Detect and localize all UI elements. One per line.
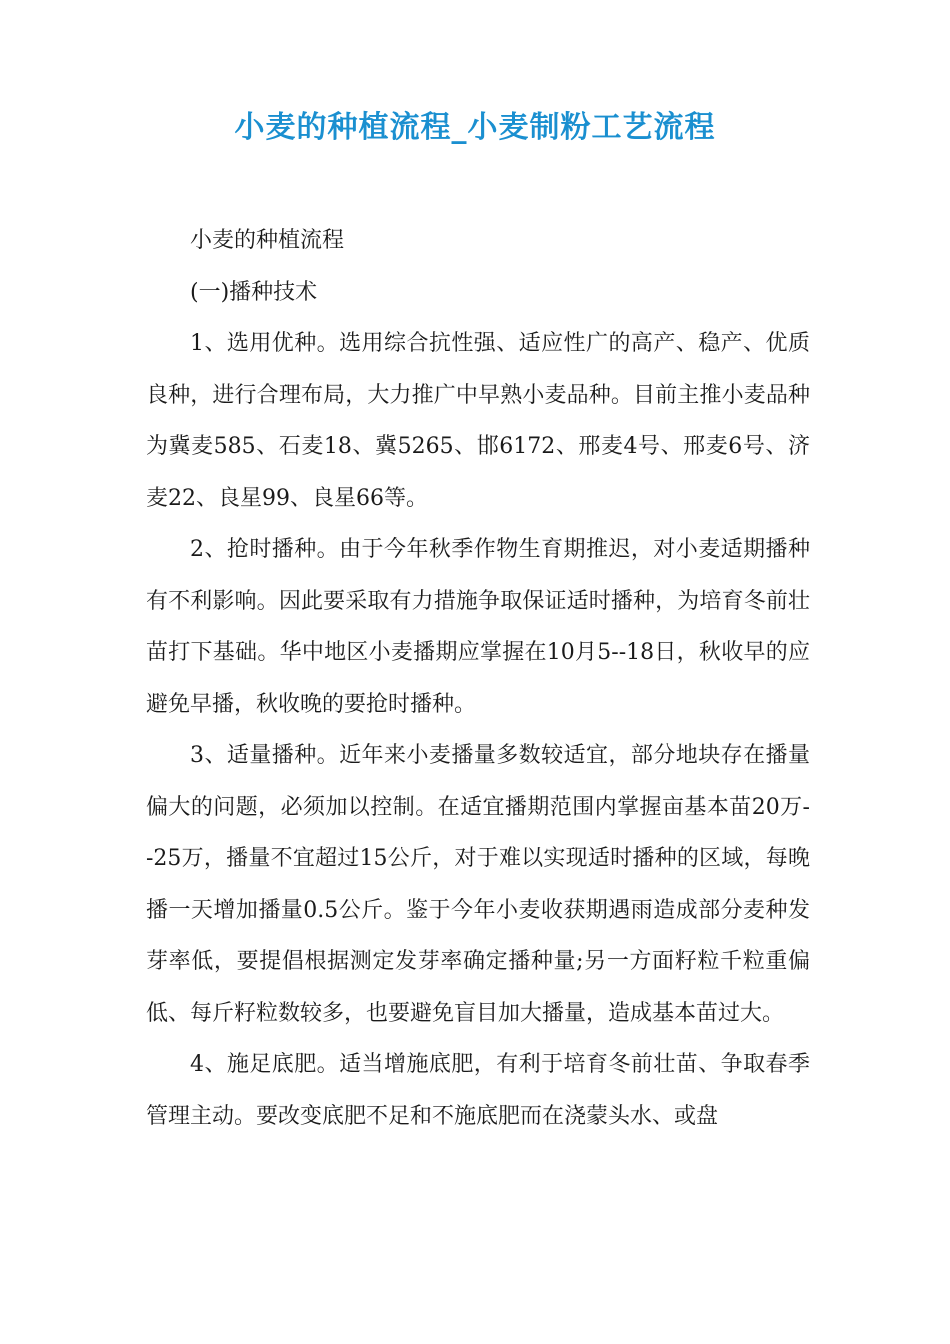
document-title: 小麦的种植流程_小麦制粉工艺流程 bbox=[234, 110, 716, 145]
subsection-heading: (一)播种技术 bbox=[190, 279, 318, 305]
section-heading: 小麦的种植流程 bbox=[190, 228, 345, 253]
paragraph-variety-selection: 1、选用优种。选用综合抗性强、适应性广的高产、稳产、优质良种，进行合理布局，大力推广中早熟小麦品种。目前主推小麦品种为冀麦585、石麦18、冀5265、邯6172、邢麦4号、邢麦6号、济麦22、良星99、良星66等。 bbox=[146, 331, 810, 511]
paragraph-timely-sowing: 2、抢时播种。由于今年秋季作物生育期推迟，对小麦适期播种有不利影响。因此要采取有力措施争取保证适时播种，为培育冬前壮苗打下基础。华中地区小麦播期应掌握在10月5--18日，秋收早的应避免早播，秋收晚的要抢时播种。 bbox=[146, 537, 810, 717]
paragraph-base-fertilizer: 4、施足底肥。适当增施底肥，有利于培育冬前壮苗、争取春季管理主动。要改变底肥不足和不施底肥而在浇蒙头水、或盘 bbox=[146, 1052, 810, 1129]
paragraph-sowing-rate: 3、适量播种。近年来小麦播量多数较适宜，部分地块存在播量偏大的问题，必须加以控制。在适宜播期范围内掌握亩基本苗20万--25万，播量不宜超过15公斤，对于难以实现适时播种的区域，每晚播一天增加播量0.5公斤。鉴于今年小麦收获期遇雨造成部分麦种发芽率低，要提倡根据测定发芽率确定播种量;另一方面籽粒千粒重偏低、每斤籽粒数较多，也要避免盲目加大播量，造成基本苗过大。 bbox=[146, 743, 810, 1026]
document-body bbox=[146, 215, 810, 1142]
